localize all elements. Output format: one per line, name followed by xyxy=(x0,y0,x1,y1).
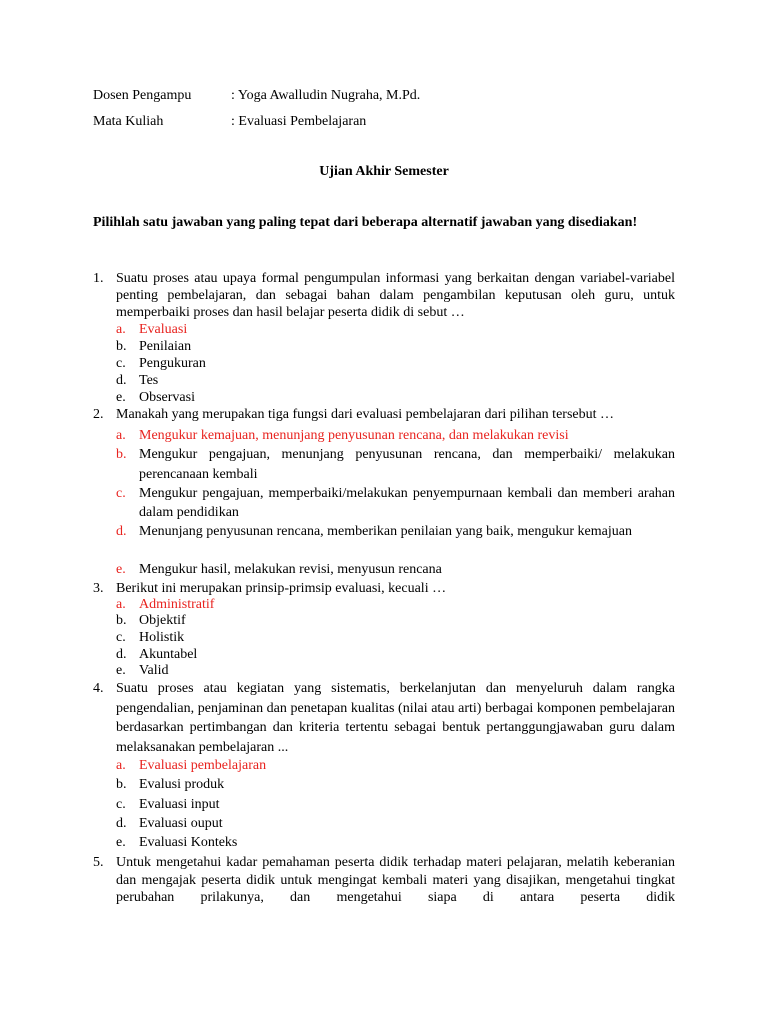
question-1 xyxy=(93,270,675,321)
option-1b xyxy=(116,339,675,355)
option-text: Evaluasi input xyxy=(139,797,220,812)
option-2e xyxy=(116,561,675,578)
option-3c xyxy=(116,630,675,646)
question-text: Suatu proses atau upaya formal pengumpulan informasi yang berkaitan dengan variabel-variabel penting pembelajaran, dan sebagai bahan dalam pengambilan keputusan oleh guru, untuk memperbaiki proses dan hasil belajar peserta didik di sebut … xyxy=(116,271,675,320)
question-text: Suatu proses atau kegiatan yang sistematis, berkelanjutan dan menyeluruh dalam rangka pengendalian, penjaminan dan penetapan kualitas (nilai atau arti) berbagai komponen pembelajaran berdasarkan pertimbangan dan kriteria tertentu sebagai bentuk pertanggungjawaban guru dalam melaksanakan pembelajaran ... xyxy=(116,681,675,755)
question-number: 3. xyxy=(93,581,104,596)
exam-title: Ujian Akhir Semester xyxy=(319,164,449,179)
option-text: Objektif xyxy=(139,613,186,628)
option-letter: d. xyxy=(116,816,127,831)
option-letter: b. xyxy=(116,447,127,462)
question-5 xyxy=(93,854,675,907)
option-letter: d. xyxy=(116,647,127,662)
option-2c xyxy=(116,484,675,522)
option-4d xyxy=(116,816,675,832)
option-letter: e. xyxy=(116,390,126,405)
option-4b xyxy=(116,777,675,793)
course-label: Mata Kuliah xyxy=(93,114,164,129)
option-1a xyxy=(116,322,675,338)
option-text: Evalusi produk xyxy=(139,777,225,792)
option-2d xyxy=(116,522,675,542)
option-3b xyxy=(116,613,675,629)
option-text: Mengukur pengajuan, memperbaiki/melakukan penyempurnaan kembali dan memberi arahan dalam pendidikan xyxy=(139,486,675,520)
option-2a xyxy=(116,426,675,445)
lecturer-label: Dosen Pengampu xyxy=(93,88,192,103)
option-letter: b. xyxy=(116,777,127,792)
question-3 xyxy=(93,580,675,597)
option-text: Tes xyxy=(139,373,159,388)
option-text: Mengukur kemajuan, menunjang penyusunan rencana, dan melakukan revisi xyxy=(139,428,569,443)
option-text: Mengukur hasil, melakukan revisi, menyusun rencana xyxy=(139,562,442,577)
option-4e xyxy=(116,835,675,851)
question-number: 1. xyxy=(93,271,104,286)
option-letter: e. xyxy=(116,663,126,678)
question-number: 5. xyxy=(93,855,104,870)
question-text: Manakah yang merupakan tiga fungsi dari evaluasi pembelajaran dari pilihan tersebut … xyxy=(116,407,614,422)
lecturer-value: : Yoga Awalludin Nugraha, M.Pd. xyxy=(231,88,421,103)
instruction: Pilihlah satu jawaban yang paling tepat dari beberapa alternatif jawaban yang disediakan! xyxy=(93,215,638,230)
question-text: Berikut ini merupakan prinsip-primsip evaluasi, kecuali … xyxy=(116,581,447,596)
question-number: 4. xyxy=(93,681,104,696)
question-number: 2. xyxy=(93,407,104,422)
option-3a xyxy=(116,597,675,613)
option-1c xyxy=(116,356,675,372)
option-letter: c. xyxy=(116,630,126,645)
option-text: Menunjang penyusunan rencana, memberikan penilaian yang baik, mengukur kemajuan xyxy=(139,524,632,539)
option-text: Akuntabel xyxy=(139,647,198,662)
option-letter: a. xyxy=(116,322,126,337)
option-1e xyxy=(116,390,675,406)
option-text: Pengukuran xyxy=(139,356,206,371)
option-text: Holistik xyxy=(139,630,185,645)
option-text: Administratif xyxy=(139,597,215,612)
option-text: Evaluasi xyxy=(139,322,188,337)
course-value: : Evaluasi Pembelajaran xyxy=(231,114,367,129)
option-letter: d. xyxy=(116,524,127,539)
option-letter: a. xyxy=(116,597,126,612)
option-letter: e. xyxy=(116,562,126,577)
option-text: Evaluasi pembelajaran xyxy=(139,758,267,773)
option-4c xyxy=(116,797,675,813)
option-1d xyxy=(116,373,675,389)
option-letter: c. xyxy=(116,356,126,371)
question-2 xyxy=(93,406,675,423)
option-text: Observasi xyxy=(139,390,195,405)
option-text: Penilaian xyxy=(139,339,192,354)
option-text: Valid xyxy=(139,663,169,678)
option-2b xyxy=(116,445,675,485)
question-4 xyxy=(93,679,675,757)
option-text: Mengukur pengajuan, menunjang penyusunan rencana, dan memperbaiki/ melakukan perencanaan kembali xyxy=(139,447,675,482)
option-letter: a. xyxy=(116,758,126,773)
option-letter: b. xyxy=(116,339,127,354)
option-letter: a. xyxy=(116,428,126,443)
option-letter: d. xyxy=(116,373,127,388)
option-text: Evaluasi Konteks xyxy=(139,835,238,850)
question-text: Untuk mengetahui kadar pemahaman peserta didik terhadap materi pelajaran, melatih keberanian dan mengajak peserta didik untuk mengingat kembali materi yang disajikan, mengetahui tingkat perubahan prilakunya, dan mengetahui siapa di antara peserta didik xyxy=(116,855,675,905)
option-4a xyxy=(116,758,675,774)
option-3e xyxy=(116,663,675,679)
option-letter: c. xyxy=(116,797,126,812)
option-letter: c. xyxy=(116,486,126,501)
option-letter: e. xyxy=(116,835,126,850)
option-3d xyxy=(116,647,675,663)
option-text: Evaluasi ouput xyxy=(139,816,223,831)
option-letter: b. xyxy=(116,613,127,628)
